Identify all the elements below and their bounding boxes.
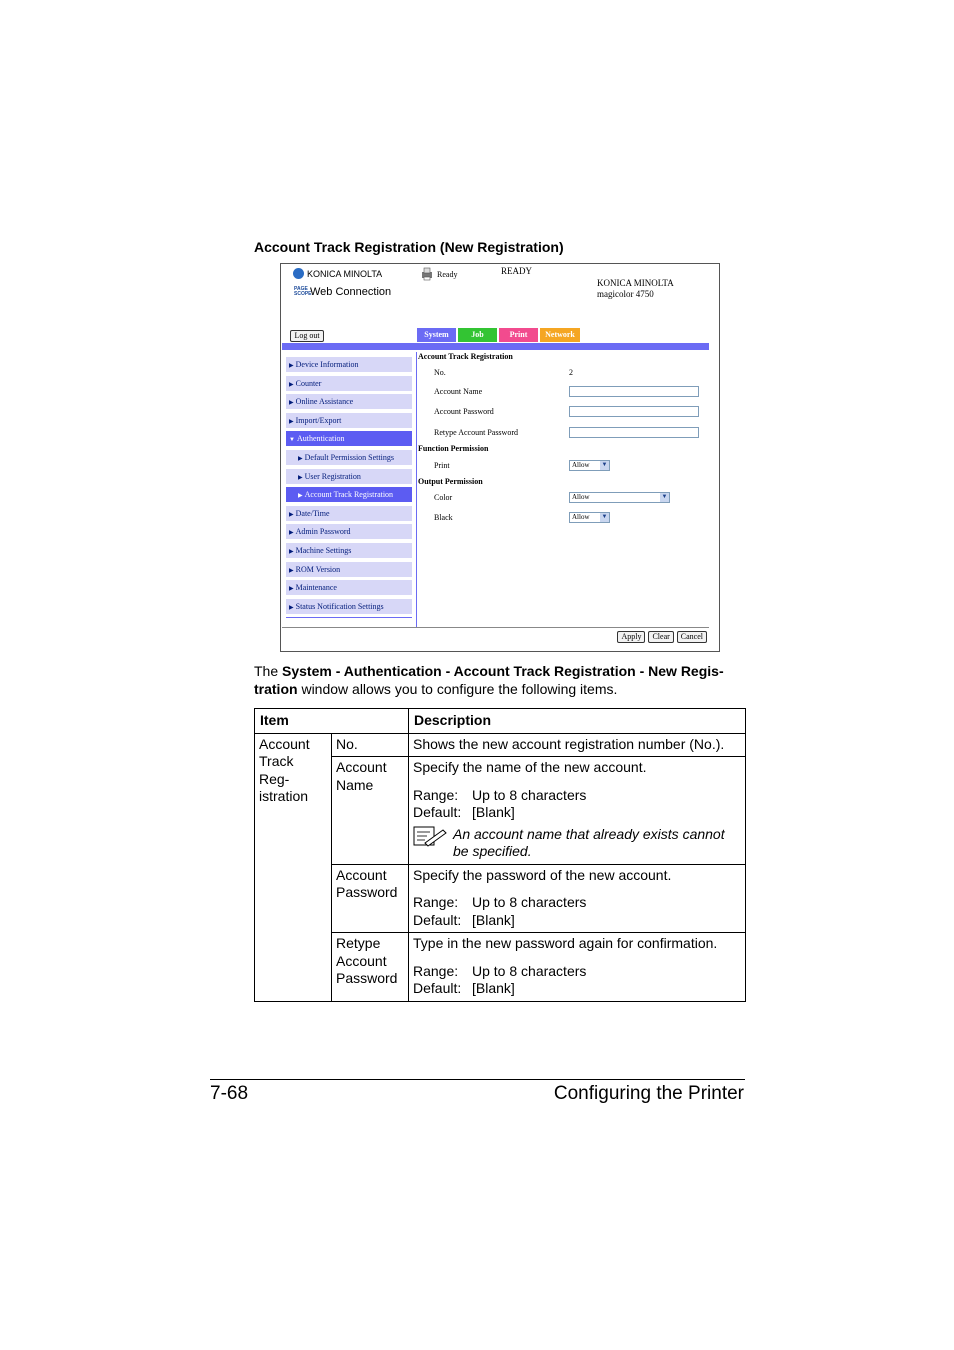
sidebar-item-label: Date/Time: [295, 508, 330, 518]
default-value: [Blank]: [472, 804, 515, 820]
arrow-right-icon: ▶: [289, 586, 294, 593]
chevron-down-icon: ▼: [601, 514, 608, 520]
arrow-right-icon: ▶: [289, 381, 294, 388]
clear-button[interactable]: Clear: [648, 631, 673, 643]
sidebar-item-date-time[interactable]: [286, 506, 412, 521]
desc-cell: Shows the new account registration number (No.).: [409, 733, 746, 757]
globe-icon: [293, 268, 304, 279]
pagescope-mark: PAGE SCOPE: [294, 286, 312, 297]
header-item: Item: [255, 709, 409, 734]
desc-cell: [409, 933, 746, 1002]
sidebar-item-label: Admin Password: [295, 527, 351, 537]
intro-bold: System - Authentication - Account Track Registration - New Regis-tration: [254, 663, 724, 697]
header-description: Description: [409, 709, 746, 734]
settings-table: [254, 708, 746, 1002]
no-value: 2: [569, 368, 573, 377]
intro-pre: The: [254, 663, 283, 679]
no-label: No.: [434, 368, 446, 377]
retype-password-label: Retype Account Password: [434, 428, 518, 437]
sidebar-item-import-export[interactable]: [286, 413, 412, 428]
arrow-right-icon: ▶: [289, 511, 294, 518]
logo-product-text: Web Connection: [310, 286, 392, 298]
logo-brand-text: KONICA MINOLTA: [307, 268, 383, 279]
tab-print[interactable]: Print: [499, 328, 538, 342]
note-block: [413, 826, 741, 861]
default-value: [Blank]: [472, 980, 515, 996]
sidebar-item-label: Machine Settings: [295, 545, 352, 555]
pagescope-logo: [294, 286, 391, 298]
chevron-down-icon: ▼: [601, 462, 608, 468]
intro-post: window allows you to configure the following items.: [297, 681, 618, 697]
desc-text: Specify the name of the new account.: [413, 759, 647, 775]
status-text: READY: [501, 266, 532, 276]
color-select[interactable]: [569, 492, 670, 503]
desc-cell: [409, 757, 746, 865]
print-select[interactable]: [569, 460, 610, 471]
account-password-input[interactable]: [569, 406, 699, 417]
arrow-right-icon: ▶: [289, 604, 294, 611]
apply-button[interactable]: Apply: [617, 631, 645, 643]
black-select-value: Allow: [572, 513, 590, 521]
sidebar-item-user-registration[interactable]: [286, 469, 412, 484]
desc-cell: [409, 864, 746, 933]
arrow-right-icon: ▶: [289, 567, 294, 574]
arrow-right-icon: ▶: [289, 400, 294, 407]
sidebar-item-label: Default Permission Settings: [304, 452, 394, 462]
default-row: [413, 912, 741, 930]
range-row: [413, 787, 741, 805]
sidebar-item-label: User Registration: [304, 471, 361, 481]
sidebar-item-label: Import/Export: [295, 415, 342, 425]
arrow-right-icon: ▶: [289, 530, 294, 537]
output-permission-heading: Output Permission: [418, 477, 483, 486]
status-small-text: Ready: [437, 270, 458, 279]
web-connection-screenshot: [280, 263, 720, 652]
sidebar-item-label: Account Track Registration: [304, 490, 394, 500]
note-text: An account name that already exists cannot be specified.: [453, 825, 725, 859]
range-value: Up to 8 characters: [472, 786, 587, 803]
action-buttons: [617, 631, 707, 643]
range-value: Up to 8 characters: [472, 962, 587, 979]
printer-status-icon: [420, 267, 434, 281]
footer-rule: [210, 1079, 745, 1080]
tab-network[interactable]: Network: [540, 328, 580, 342]
sidebar-item-label: Device Information: [295, 360, 359, 369]
color-select-value: Allow: [572, 493, 590, 501]
default-label: Default:: [413, 804, 462, 820]
sidebar: [286, 357, 412, 618]
black-select[interactable]: [569, 512, 610, 523]
table-header-row: [255, 709, 746, 734]
sidebar-divider: [286, 617, 412, 618]
sidebar-item-label: Online Assistance: [295, 397, 354, 407]
item-cell: Account Password: [332, 864, 409, 933]
sidebar-item-account-track-registration[interactable]: [286, 487, 412, 502]
model-name: magicolor 4750: [597, 289, 654, 299]
form-heading: Account Track Registration: [418, 352, 513, 361]
sidebar-item-default-permission-settings[interactable]: [286, 450, 412, 465]
sidebar-item-admin-password[interactable]: [286, 524, 412, 539]
logout-button[interactable]: Log out: [290, 330, 324, 342]
tab-underline-bar: [282, 343, 709, 350]
desc-text: Type in the new password again for confirmation.: [413, 935, 718, 951]
item-cell: Retype Account Password: [332, 933, 409, 1002]
sidebar-item-counter[interactable]: [286, 376, 412, 391]
form-bottom-divider: [282, 627, 709, 628]
range-row: [413, 963, 741, 981]
account-password-label: Account Password: [434, 407, 494, 416]
sidebar-item-rom-version[interactable]: [286, 562, 412, 577]
default-row: [413, 980, 741, 998]
desc-text: Specify the password of the new account.: [413, 866, 672, 883]
range-label: Range:: [413, 786, 459, 803]
chevron-down-icon: ▼: [661, 494, 668, 500]
intro-paragraph: [254, 662, 749, 698]
color-label: Color: [434, 493, 453, 502]
figure-caption: Account Track Registration (New Registration): [254, 239, 564, 255]
konica-minolta-logo: [293, 268, 382, 279]
tab-system[interactable]: System: [417, 328, 456, 342]
item-cell: No.: [332, 733, 409, 757]
account-name-label: Account Name: [434, 387, 483, 396]
chapter-title: Configuring the Printer: [553, 1083, 744, 1104]
group-cell: Account Track Reg-istration: [255, 733, 332, 1001]
cancel-button[interactable]: Cancel: [677, 631, 707, 643]
default-value: [Blank]: [472, 911, 515, 928]
tab-job[interactable]: Job: [458, 328, 497, 342]
sidebar-item-label: Counter: [295, 378, 322, 388]
sidebar-item-maintenance[interactable]: [286, 580, 412, 595]
main-tabs: [417, 328, 580, 342]
sidebar-item-label: ROM Version: [295, 564, 341, 574]
sidebar-item-label: Authentication: [296, 434, 345, 444]
sidebar-item-label: Status Notification Settings: [295, 601, 384, 611]
model-brand: KONICA MINOLTA: [597, 278, 674, 288]
arrow-right-icon: ▶: [289, 418, 294, 425]
print-select-value: Allow: [572, 461, 590, 469]
print-label: Print: [434, 461, 450, 470]
item-cell: Account Name: [332, 757, 409, 865]
sidebar-item-online-assistance[interactable]: [286, 394, 412, 409]
arrow-right-icon: ▶: [289, 548, 294, 555]
range-value: Up to 8 characters: [472, 894, 587, 910]
arrow-down-icon: ▼: [289, 437, 295, 444]
note-pencil-icon: [413, 826, 447, 848]
arrow-right-icon: ▶: [298, 493, 303, 500]
arrow-right-icon: ▶: [298, 474, 303, 481]
arrow-right-icon: ▶: [298, 455, 303, 462]
range-label: Range:: [413, 894, 459, 910]
range-row: [413, 894, 741, 912]
retype-password-input[interactable]: [569, 427, 699, 438]
sidebar-item-machine-settings[interactable]: [286, 543, 412, 558]
table-row: [255, 733, 746, 757]
account-name-input[interactable]: [569, 386, 699, 397]
sidebar-item-authentication[interactable]: [286, 431, 412, 446]
sidebar-item-device-information[interactable]: [286, 357, 412, 372]
default-label: Default:: [413, 980, 462, 996]
black-label: Black: [434, 513, 453, 522]
sidebar-item-label: Maintenance: [295, 583, 337, 593]
range-label: Range:: [413, 962, 459, 979]
arrow-right-icon: ▶: [289, 363, 294, 369]
default-row: [413, 804, 741, 822]
content-divider: [416, 352, 417, 628]
function-permission-heading: Function Permission: [418, 444, 489, 453]
default-label: Default:: [413, 911, 462, 928]
page-number: 7-68: [210, 1083, 249, 1104]
sidebar-item-status-notification-settings[interactable]: [286, 599, 412, 614]
